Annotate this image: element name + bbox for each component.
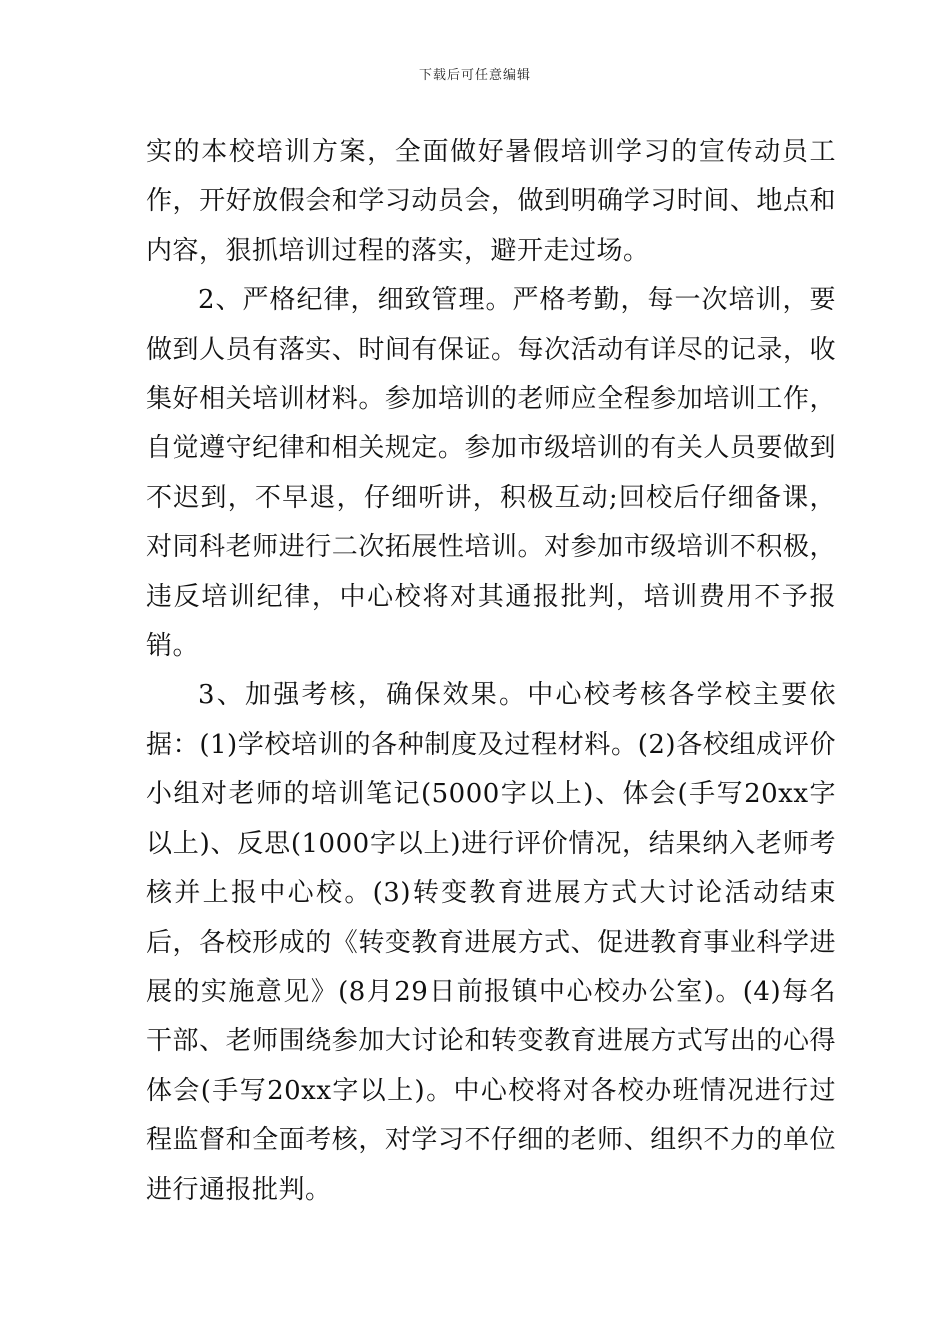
paragraph-2: 2、严格纪律，细致管理。严格考勤，每一次培训，要做到人员有落实、时间有保证。每次活动有详尽的记录，收集好相关培训材料。参加培训的老师应全程参加培训工作，自觉遵守纪律和相关规定。参加市级培训的有关人员要做到不迟到，不早退，仔细听讲，积极互动;回校后仔细备课，对同科老师进行二次拓展性培训。对参加市级培训不积极，违反培训纪律，中心校将对其通报批判，培训费用不予报销。 — [146, 285, 836, 662]
paragraph-1: 实的本校培训方案，全面做好暑假培训学习的宣传动员工作，开好放假会和学习动员会，做到明确学习时间、地点和内容，狠抓培训过程的落实，避开走过场。 — [146, 137, 836, 266]
document-body — [146, 128, 836, 1215]
paragraph-3: 3、加强考核，确保效果。中心校考核各学校主要依据：(1)学校培训的各种制度及过程材料。(2)各校组成评价小组对老师的培训笔记(5000字以上)、体会(手写20xx字以上)、反思(1000字以上)进行评价情况，结果纳入老师考核并上报中心校。(3)转变教育进展方式大讨论活动结束后，各校形成的《转变教育进展方式、促进教育事业科学进展的实施意见》(8月29日前报镇中心校办公室)。(4)每名干部、老师围绕参加大讨论和转变教育进展方式写出的心得体会(手写20xx字以上)。中心校将对各校办班情况进行过程监督和全面考核，对学习不仔细的老师、组织不力的单位进行通报批判。 — [146, 680, 836, 1205]
page-header: 下载后可任意编辑 — [418, 68, 531, 83]
